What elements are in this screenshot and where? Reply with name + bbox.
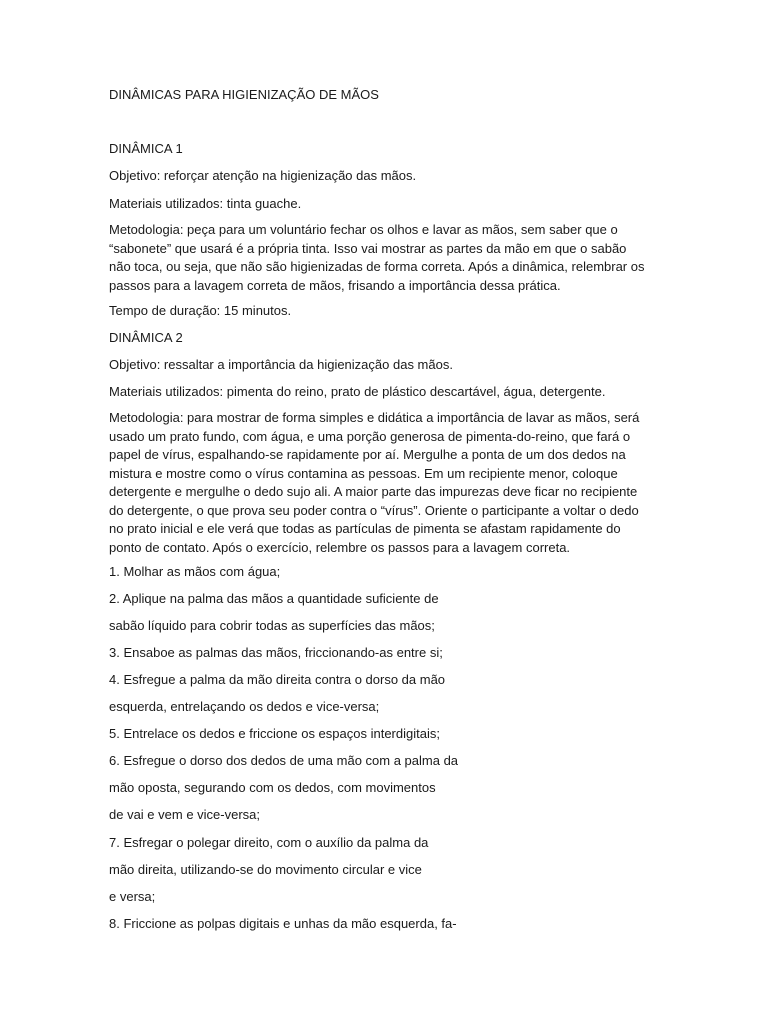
- dinamica-2-heading: DINÂMICA 2: [109, 330, 183, 345]
- step-line: 5. Entrelace os dedos e friccione os espaços interdigitais;: [109, 726, 440, 741]
- step-line: esquerda, entrelaçando os dedos e vice-versa;: [109, 699, 380, 714]
- step-line: 4. Esfregue a palma da mão direita contra o dorso da mão: [109, 672, 446, 687]
- document-title: DINÂMICAS PARA HIGIENIZAÇÃO DE MÃOS: [109, 87, 379, 102]
- dinamica-1-tempo: Tempo de duração: 15 minutos.: [109, 303, 292, 318]
- step-line: e versa;: [109, 889, 156, 904]
- step-line: 6. Esfregue o dorso dos dedos de uma mão com a palma da: [109, 753, 459, 768]
- step-line: 8. Friccione as polpas digitais e unhas da mão esquerda, fa-: [109, 916, 457, 931]
- step-line: mão oposta, segurando com os dedos, com movimentos: [109, 780, 436, 795]
- dinamica-1-heading: DINÂMICA 1: [109, 141, 183, 156]
- step-line: mão direita, utilizando-se do movimento circular e vice: [109, 862, 422, 877]
- step-line: de vai e vem e vice-versa;: [109, 807, 261, 822]
- dinamica-1-objetivo: Objetivo: reforçar atenção na higienização das mãos.: [109, 168, 417, 183]
- step-line: 3. Ensaboe as palmas das mãos, friccionando-as entre si;: [109, 645, 443, 660]
- dinamica-1-materiais: Materiais utilizados: tinta guache.: [109, 196, 302, 211]
- dinamica-2-materiais: Materiais utilizados: pimenta do reino, prato de plástico descartável, água, detergente.: [109, 384, 606, 399]
- step-line: 2. Aplique na palma das mãos a quantidade suficiente de: [109, 591, 439, 606]
- step-line: 1. Molhar as mãos com água;: [109, 564, 281, 579]
- dinamica-1-metodologia: Metodologia: peça para um voluntário fechar os olhos e lavar as mãos, sem saber que o “sabonete” que usará é a própria tinta. Isso vai mostrar as partes da mão em que o sabão não toca, ou seja, que não são higienizadas de forma correta. Após a dinâmica, relembrar os passos para a lavagem correta de mãos, frisando a importância dessa prática.: [109, 222, 645, 293]
- dinamica-2-metodologia: Metodologia: para mostrar de forma simples e didática a importância de lavar as mãos, será usado um prato fundo, com água, e uma porção generosa de pimenta-do-reino, que fará o papel de vírus, espalhando-se rapidamente por aí. Mergulhe a ponta de um dos dedos na mistura e mostre como o vírus contamina as pessoas. Em um recipiente menor, coloque detergente e mergulhe o dedo sujo ali. A maior parte das impurezas deve ficar no recipiente do detergente, o que prova seu poder contra o “vírus”. Oriente o participante a voltar o dedo no prato inicial e ele verá que todas as partículas de pimenta se afastam rapidamente do ponto de contato. Após o exercício, relembre os passos para a lavagem correta.: [109, 410, 640, 555]
- step-line: sabão líquido para cobrir todas as superfícies das mãos;: [109, 618, 435, 633]
- dinamica-2-objetivo: Objetivo: ressaltar a importância da higienização das mãos.: [109, 357, 453, 372]
- step-line: 7. Esfregar o polegar direito, com o auxílio da palma da: [109, 835, 429, 850]
